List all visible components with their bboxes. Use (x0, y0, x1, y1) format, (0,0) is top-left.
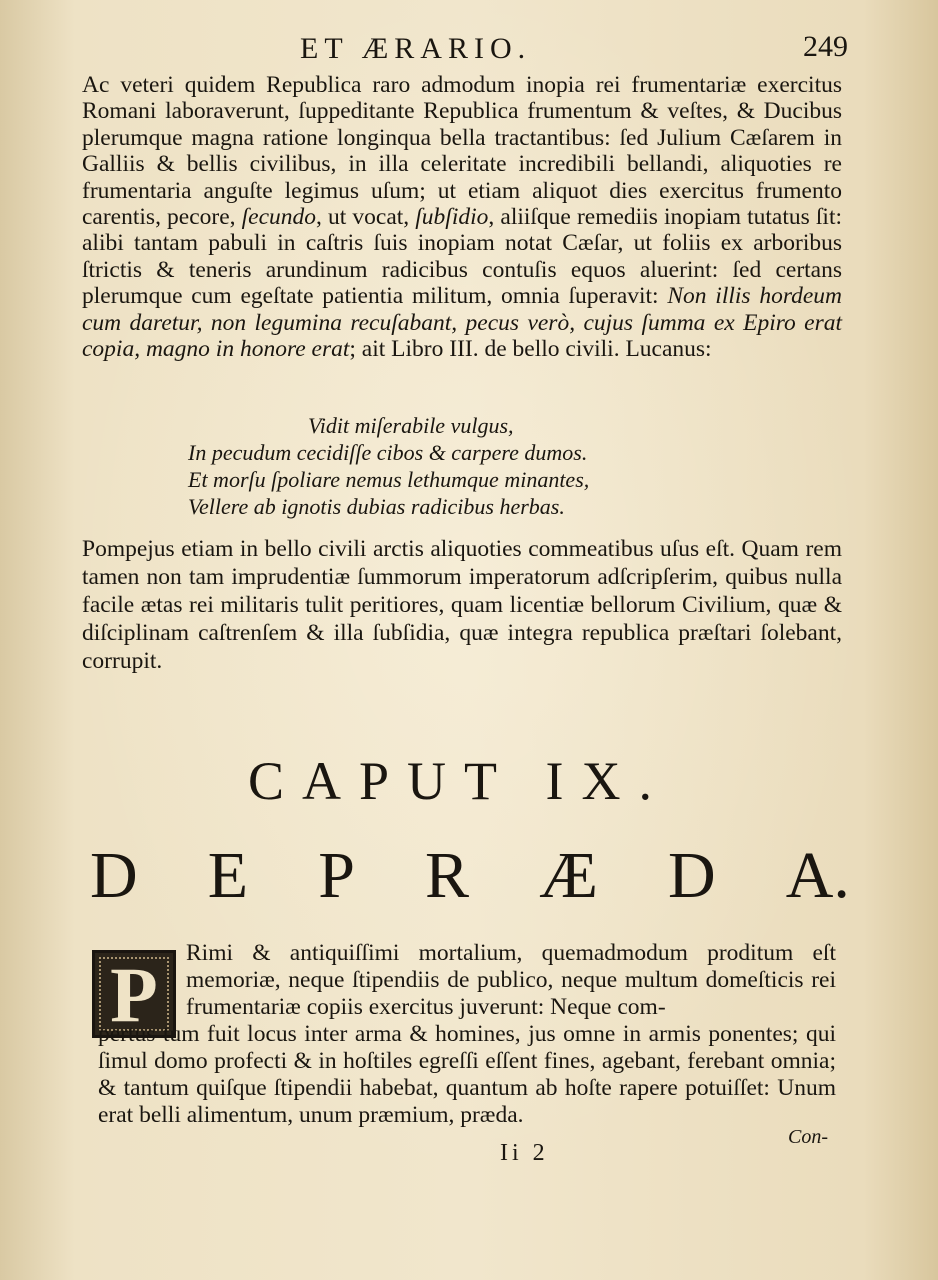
verse-line-4: Vellere ab ignotis dubias radicibus herbas. (188, 494, 565, 519)
chapter-title-letter: R (425, 839, 470, 912)
paragraph-2-text: Pompejus etiam in bello civili arctis aliquoties commeatibus uſus eſt. Quam rem tamen non tam imprudentiæ ſummorum imperatorum adſcripſerim, quibus nulla facile ætas rei militaris tulit peritiores, quam licentiæ bellorum Civilium, quæ & diſciplinam caſtrenſem & illa ſubſidia, quæ integra republica præſtari ſolebant, corrupit. (82, 536, 842, 674)
paragraph-1-quotation: Non illis hordeum cum daretur, non legumina recuſabant, pecus verò, cujus ſumma ex Epiro erat copia, magno in honore erat (82, 283, 842, 363)
verse-line-2: In pecudum cecidiſſe cibos & carpere dumos. (188, 440, 588, 465)
paragraph-1-text-c: , aliiſque remediis inopiam tutatus ſit: alibi tantam pabuli in caſtris ſuis inopiam notat Cæſar, ut foliis ex arboribus ſtrictis & teneris arundinum radicibus contuſis equos aluerint: ſed certans plerumque cum egeſtate patientia militum, omnia ſuperavit: (82, 204, 842, 310)
chapter-intro-text: Rimi & antiquiſſimi mortalium, quemadmodum proditum eſt memoriæ, neque ſtipendiis de publico, neque multum domeſticis rei frumentariæ copiis exercitus juverunt: Neque com- (186, 940, 836, 1020)
chapter-title (90, 838, 850, 914)
chapter-title-letter: D (667, 839, 716, 912)
chapter-title-letter: D (90, 839, 138, 912)
chapter-title-letter: Æ (539, 839, 598, 912)
chapter-title-letter: E (207, 839, 249, 912)
page-header (0, 30, 938, 70)
signature-mark: Ii 2 (500, 1140, 549, 1166)
paragraph-1-italic-2: ſubſidio (415, 204, 489, 231)
paragraph-1-italic-1: ſecundo (241, 204, 317, 231)
lucan-verse (188, 412, 748, 520)
paragraph-1-text-a: Ac veteri quidem Republica raro admodum inopia rei frumentariæ exercitus Romani laboraverunt, ſuppeditante Republica frumentum & veſtes, & Ducibus plerumque magna ratione longinqua bella tractantibus: ſed Julium Cæſarem in Galliis & bellis civilibus, in illa celeritate incredibili bellandi, aliquoties re frumentaria anguſte legimus uſum; ut etiam aliquot dies exercitus frumento carentis, pecore, (82, 72, 842, 231)
chapter-title-letter: P (318, 839, 355, 912)
paragraph-1-text-d: ; ait Libro III. de bello civili. Lucanus: (349, 336, 712, 363)
paragraph-1-text-b: , ut vocat, (316, 204, 416, 231)
verse-line-1: Vidit miſerabile vulgus, (308, 413, 514, 438)
running-title: ET ÆRARIO. (300, 32, 532, 65)
drop-cap-letter: P (110, 951, 158, 1038)
paragraph-2 (82, 535, 842, 675)
chapter-label: CAPUT IX. (247, 751, 671, 811)
verse-line-3: Et morſu ſpoliare nemus lethumque minantes, (188, 467, 590, 492)
chapter-title-letter: A. (785, 839, 850, 912)
chapter-continuation-text: pertus tum fuit locus inter arma & homines, jus omne in armis ponentes; qui ſimul domo profecti & in hoſtiles egreſſi eſſent fines, agebant, ferebant omnia; & tantum quiſque ſtipendii habebat, quantum ab hoſte rapere potuiſſet: Unum erat belli alimentum, unum præmium, præda. (98, 1021, 836, 1128)
catchword: Con- (788, 1126, 828, 1148)
page-number: 249 (803, 30, 848, 63)
paragraph-1 (82, 72, 842, 362)
